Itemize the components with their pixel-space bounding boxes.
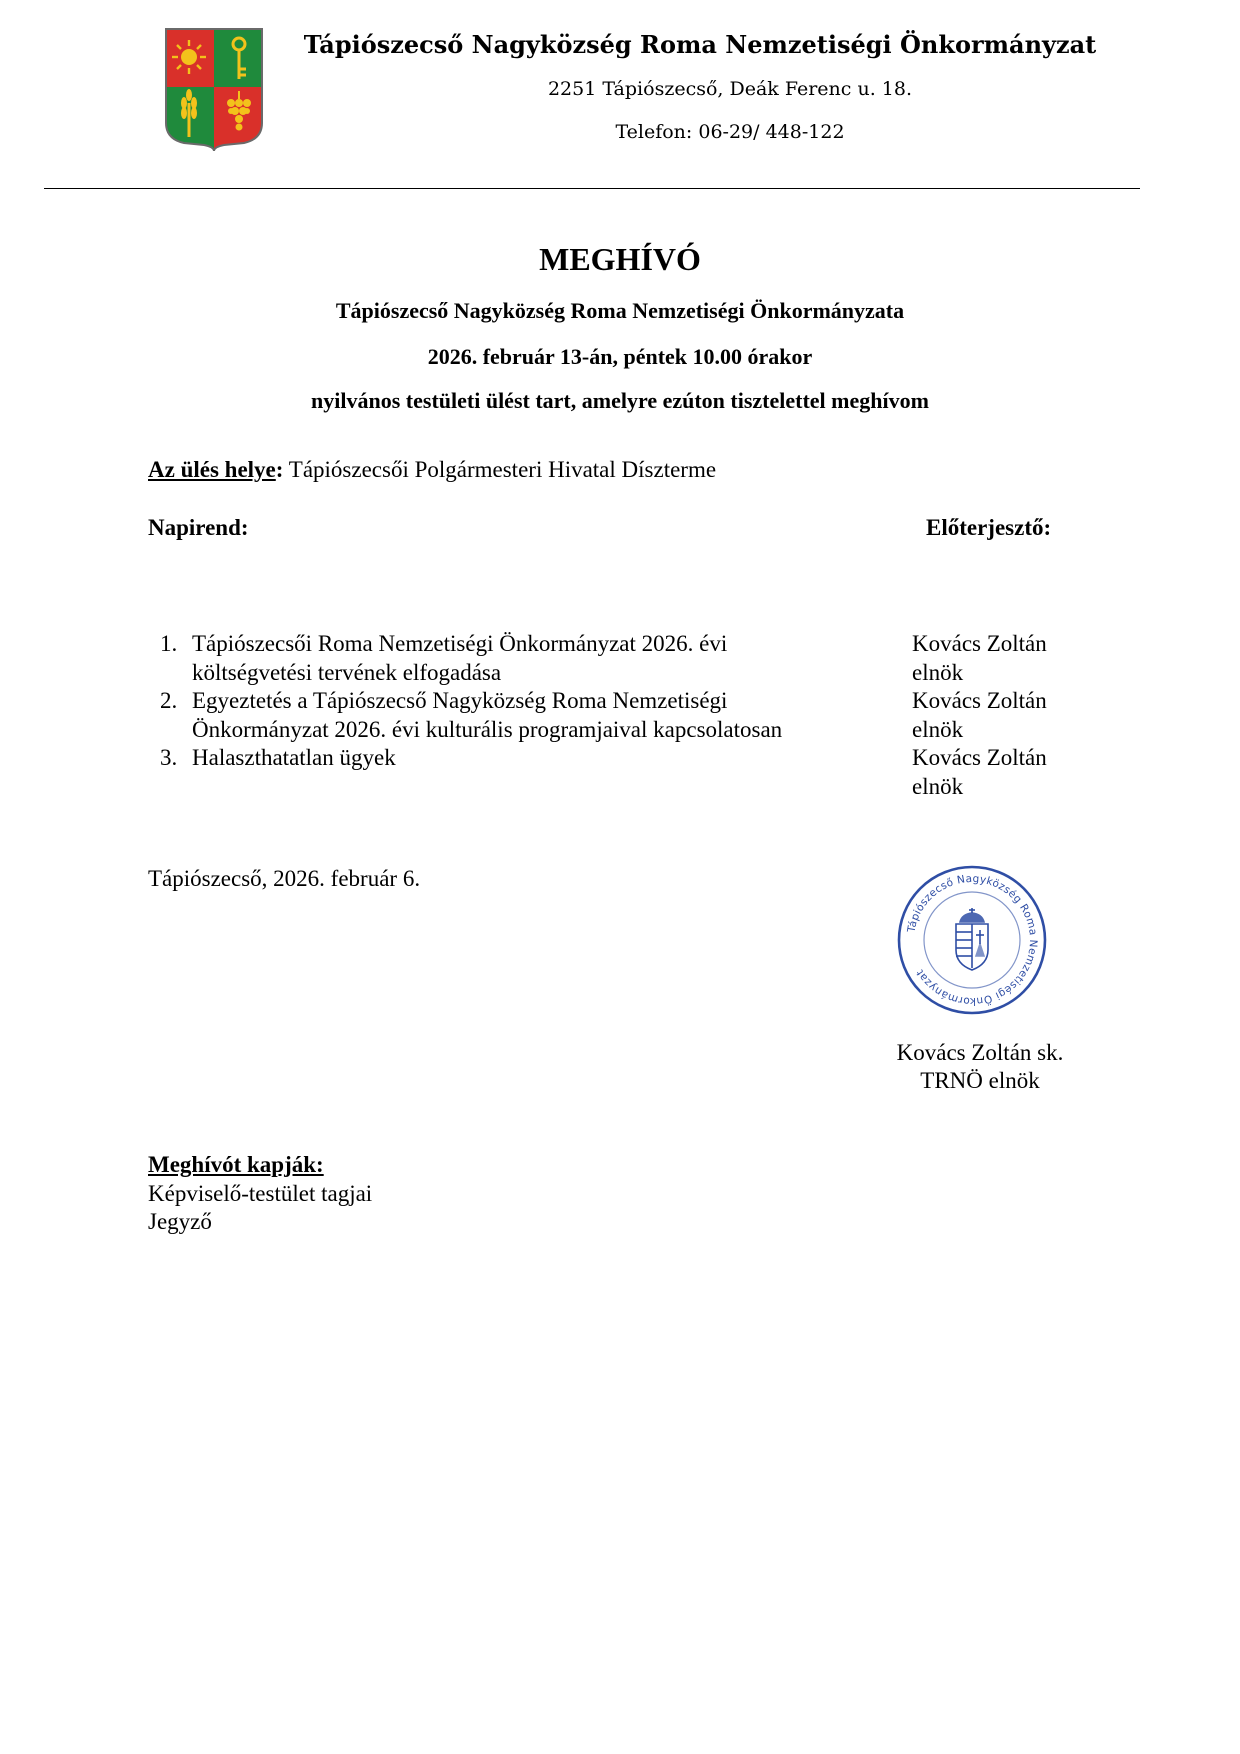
agenda-item bbox=[160, 687, 1100, 744]
organization-name: Tápiószecső Nagyközség Roma Nemzetiségi Önkormányzat bbox=[303, 30, 1097, 59]
agenda-item-text bbox=[192, 630, 912, 687]
agenda-item-text-line: Egyeztetés a Tápiószecső Nagyközség Roma Nemzetiségi bbox=[192, 688, 728, 713]
invitation-line-2: 2026. február 13-án, péntek 10.00 órakor bbox=[427, 344, 813, 369]
agenda-item-text-line: Tápiószecsői Roma Nemzetiségi Önkormányzat 2026. évi bbox=[192, 631, 728, 656]
signer-role: TRNÖ elnök bbox=[920, 1068, 1040, 1093]
presenter-role: elnök bbox=[912, 773, 964, 799]
recipients-heading: Meghívót kapják: bbox=[148, 1152, 324, 1177]
document-title: MEGHÍVÓ bbox=[539, 241, 701, 277]
agenda-item-text-line: Önkormányzat 2026. évi kulturális programjaival kapcsolatosan bbox=[192, 716, 783, 742]
presenter-name: Kovács Zoltán bbox=[912, 688, 1047, 713]
agenda-item-number: 1. bbox=[160, 631, 178, 656]
invitation-line-1: Tápiószecső Nagyközség Roma Nemzetiségi Önkormányzata bbox=[335, 298, 905, 323]
presenter-name: Kovács Zoltán bbox=[912, 631, 1047, 656]
agenda-item-presenter bbox=[912, 687, 1047, 744]
organization-phone: Telefon: 06-29/ 448-122 bbox=[615, 121, 845, 143]
venue-label: Az ülés helye bbox=[148, 457, 276, 482]
agenda-item-number: 2. bbox=[160, 688, 178, 713]
municipal-crest-logo bbox=[164, 27, 264, 151]
presenter-name: Kovács Zoltán bbox=[912, 745, 1047, 770]
agenda-item bbox=[160, 744, 1100, 801]
sun-icon bbox=[172, 40, 206, 74]
agenda-item-presenter bbox=[912, 630, 1047, 687]
recipient-item: Jegyző bbox=[148, 1209, 212, 1234]
agenda-item-presenter bbox=[912, 744, 1047, 801]
presenter-role: elnök bbox=[912, 659, 964, 685]
agenda-item-number: 3. bbox=[160, 745, 178, 770]
invitation-line-3: nyilvános testületi ülést tart, amelyre ezúton tisztelettel meghívom bbox=[311, 388, 929, 413]
agenda-item bbox=[160, 630, 1100, 687]
organization-address: 2251 Tápiószecső, Deák Ferenc u. 18. bbox=[547, 78, 913, 100]
presenter-heading: Előterjesztő: bbox=[926, 515, 1052, 540]
coat-of-arms-icon bbox=[956, 908, 988, 970]
stamp-ring-text: Tápiószecső Nagyközség Roma Nemzetiségi Önkormányzat bbox=[905, 872, 1040, 1008]
presenter-role: elnök bbox=[912, 716, 964, 742]
document-date: Tápiószecső, 2026. február 6. bbox=[148, 866, 421, 891]
venue-colon: : bbox=[275, 457, 284, 482]
agenda-list bbox=[160, 630, 1100, 801]
recipients-block bbox=[148, 1151, 372, 1237]
agenda-heading: Napirend: bbox=[148, 515, 249, 540]
signer-name: Kovács Zoltán sk. bbox=[896, 1040, 1064, 1065]
agenda-item-text bbox=[192, 687, 912, 744]
agenda-item-text bbox=[192, 744, 912, 801]
official-stamp-seal bbox=[896, 864, 1048, 1016]
agenda-item-text-line: Halaszthatatlan ügyek bbox=[192, 745, 396, 770]
venue-value: Tápiószecsői Polgármesteri Hivatal Díszterme bbox=[283, 457, 717, 482]
venue-line bbox=[148, 457, 716, 483]
agenda-item-text-line: költségvetési tervének elfogadása bbox=[192, 659, 502, 685]
recipient-item: Képviselő-testület tagjai bbox=[148, 1180, 373, 1206]
header-divider bbox=[44, 188, 1140, 189]
